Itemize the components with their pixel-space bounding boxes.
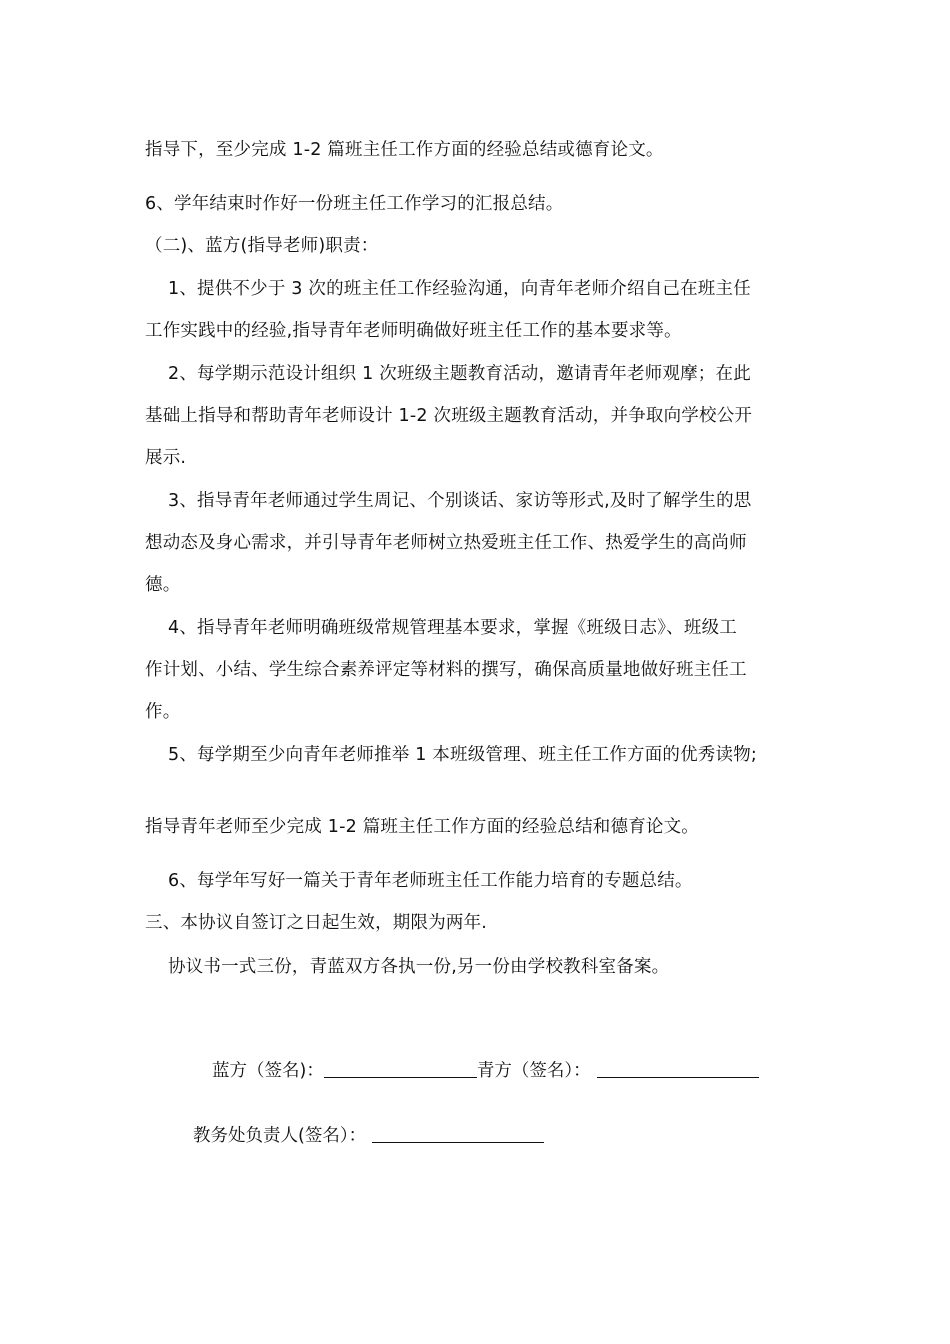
office-signature-label: 教务处负责人(签名）： bbox=[193, 1126, 367, 1146]
section-heading: （二)、蓝方(指导老师)职责： bbox=[145, 236, 379, 256]
paragraph-line: 展示. bbox=[145, 448, 187, 468]
paragraph-line: 4、指导青年老师明确班级常规管理基本要求，掌握《班级日志》、班级工 bbox=[168, 618, 737, 638]
green-signature-field[interactable] bbox=[597, 1059, 759, 1078]
paragraph-line: 作。 bbox=[145, 702, 181, 722]
paragraph-line: 德。 bbox=[145, 575, 181, 595]
blue-signature-field[interactable] bbox=[324, 1059, 477, 1078]
paragraph-line: 想动态及身心需求，并引导青年老师树立热爱班主任工作、热爱学生的高尚师 bbox=[145, 533, 747, 553]
paragraph-line: 3、指导青年老师通过学生周记、个别谈话、家访等形式,及时了解学生的思 bbox=[168, 491, 752, 511]
paragraph-line: 作计划、小结、学生综合素养评定等材料的撰写，确保高质量地做好班主任工 bbox=[145, 660, 747, 680]
paragraph-line: 6、学年结束时作好一份班主任工作学习的汇报总结。 bbox=[145, 194, 564, 214]
paragraph-line: 指导下，至少完成 1-2 篇班主任工作方面的经验总结或德育论文。 bbox=[145, 140, 664, 160]
paragraph-line: 三、本协议自签订之日起生效，期限为两年. bbox=[145, 913, 488, 933]
paragraph-line: 基础上指导和帮助青年老师设计 1-2 次班级主题教育活动，并争取向学校公开 bbox=[145, 406, 753, 426]
office-signature-row bbox=[193, 1124, 544, 1148]
paragraph-line: 工作实践中的经验,指导青年老师明确做好班主任工作的基本要求等。 bbox=[145, 321, 682, 341]
paragraph-line: 6、每学年写好一篇关于青年老师班主任工作能力培育的专题总结。 bbox=[168, 871, 693, 891]
green-signature-label: 青方（签名）： bbox=[476, 1061, 591, 1081]
paragraph-line: 指导青年老师至少完成 1-2 篇班主任工作方面的经验总结和德育论文。 bbox=[145, 817, 700, 837]
paragraph-line: 5、每学期至少向青年老师推举 1 本班级管理、班主任工作方面的优秀读物; bbox=[168, 745, 757, 765]
paragraph-line: 协议书一式三份，青蓝双方各执一份,另一份由学校教科室备案。 bbox=[168, 957, 670, 977]
paragraph-line: 1、提供不少于 3 次的班主任工作经验沟通，向青年老师介绍自己在班主任 bbox=[168, 279, 751, 299]
office-signature-field[interactable] bbox=[372, 1124, 544, 1143]
signature-row bbox=[212, 1059, 759, 1083]
paragraph-line: 2、每学期示范设计组织 1 次班级主题教育活动，邀请青年老师观摩；在此 bbox=[168, 364, 751, 384]
blue-signature-label: 蓝方（签名)： bbox=[212, 1061, 324, 1081]
